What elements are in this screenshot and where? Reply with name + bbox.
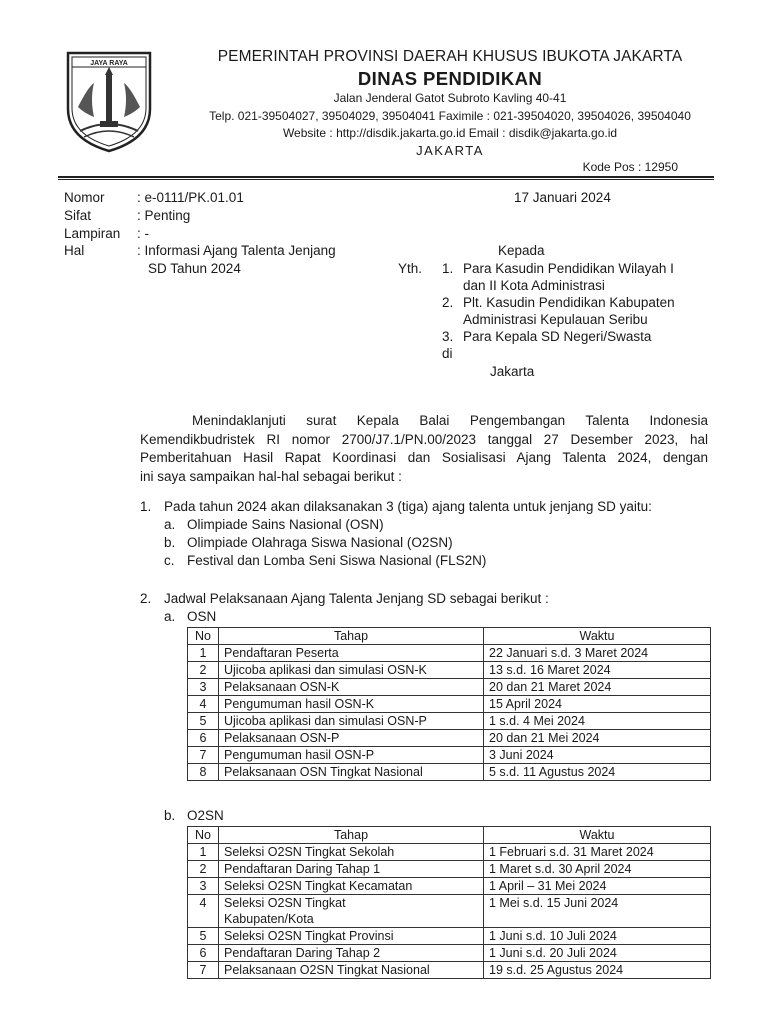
sifat-label: Sifat (64, 208, 92, 223)
letterhead-government: PEMERINTAH PROVINSI DAERAH KHUSUS IBUKOTA JAKARTA (217, 48, 683, 65)
lampiran-value: : - (137, 226, 149, 241)
table-row (188, 679, 711, 696)
cell-tahap-text: Pendaftaran Daring Tahap 2 (224, 946, 381, 960)
cell-waktu: 1 Februari s.d. 31 Maret 2024 (484, 844, 711, 861)
osn-letter: a. (164, 609, 176, 624)
intro-line-4: ini saya sampaikan hal-hal sebagai berikut : (140, 468, 402, 484)
point-1-num: 1. (140, 499, 152, 514)
cell-waktu: 1 Juni s.d. 20 Juli 2024 (484, 945, 711, 962)
table-row (188, 645, 711, 662)
cell-tahap-text: Pengumuman hasil OSN-K (224, 697, 375, 711)
cell-tahap (219, 861, 484, 878)
cell-no: 3 (188, 878, 219, 895)
cell-no: 1 (188, 844, 219, 861)
cell-tahap (219, 962, 484, 979)
nomor-label: Nomor (64, 190, 105, 205)
letterhead-divider-thin (58, 179, 714, 180)
cell-no: 7 (188, 747, 219, 764)
letterhead-address: Jalan Jenderal Gatot Subroto Kavling 40-41 (333, 91, 567, 105)
letterhead-phone: Telp. 021-39504027, 39504029, 39504041 Faximile : 021-39504020, 39504026, 39504040 (209, 109, 691, 123)
recipient-3-num: 3. (442, 329, 454, 344)
table-row (188, 713, 711, 730)
cell-no: 3 (188, 679, 219, 696)
cell-tahap (219, 713, 484, 730)
cell-tahap (219, 696, 484, 713)
cell-tahap (219, 878, 484, 895)
cell-tahap (219, 764, 484, 781)
cell-no: 5 (188, 713, 219, 730)
hal-value: : Informasi Ajang Talenta Jenjang (137, 243, 336, 258)
cell-tahap-text: Seleksi O2SN Tingkat Kecamatan (224, 879, 413, 893)
cell-tahap-text: Pelaksanaan OSN Tingkat Nasional (224, 765, 423, 779)
cell-tahap-text: Pelaksanaan OSN-K (224, 680, 340, 694)
lampiran-label: Lampiran (64, 226, 121, 241)
cell-tahap-text: Ujicoba aplikasi dan simulasi OSN-K (224, 663, 427, 677)
cell-waktu: 1 Maret s.d. 30 April 2024 (484, 861, 711, 878)
table-row (188, 730, 711, 747)
cell-waktu: 19 s.d. 25 Agustus 2024 (484, 962, 711, 979)
cell-waktu: 1 s.d. 4 Mei 2024 (484, 713, 711, 730)
cell-tahap-text: Pendaftaran Peserta (224, 646, 339, 660)
o2sn-letter: b. (164, 808, 176, 823)
cell-waktu: 20 dan 21 Maret 2024 (484, 679, 711, 696)
point-1a-text: Olimpiade Sains Nasional (OSN) (187, 517, 384, 532)
cell-waktu: 13 s.d. 16 Maret 2024 (484, 662, 711, 679)
recipient-2-line2: Administrasi Kepulauan Seribu (463, 312, 648, 327)
point-1c-letter: c. (164, 553, 175, 568)
jakarta-emblem-icon (64, 47, 154, 153)
table-row (188, 861, 711, 878)
point-1-text: Pada tahun 2024 akan dilaksanakan 3 (tiga) ajang talenta untuk jenjang SD yaitu: (164, 499, 652, 514)
cell-waktu: 15 April 2024 (484, 696, 711, 713)
cell-tahap (219, 945, 484, 962)
letterhead-web-email: Website : http://disdik.jakarta.go.id Email : disdik@jakarta.go.id (282, 126, 618, 140)
cell-tahap (219, 730, 484, 747)
cell-tahap (219, 895, 484, 928)
nomor-value: : e-0111/PK.01.01 (137, 190, 244, 205)
cell-tahap (219, 662, 484, 679)
cell-tahap (219, 747, 484, 764)
cell-tahap-text: Pelaksanaan OSN-P (224, 731, 340, 745)
cell-no: 4 (188, 696, 219, 713)
cell-tahap (219, 928, 484, 945)
recipient-1-num: 1. (442, 261, 454, 276)
o2sn-table-body (188, 844, 711, 979)
letterhead-city: JAKARTA (416, 143, 484, 158)
cell-waktu: 3 Juni 2024 (484, 747, 711, 764)
table-header-row (188, 628, 711, 645)
col-header-waktu: Waktu (484, 628, 711, 645)
cell-waktu: 1 Mei s.d. 15 Juni 2024 (484, 895, 711, 928)
recipient-di: di (442, 346, 453, 361)
letter-date: 17 Januari 2024 (514, 190, 611, 205)
letterhead-department: DINAS PENDIDIKAN (357, 68, 543, 89)
col-header-no: No (188, 827, 219, 844)
cell-tahap-text: Pendaftaran Daring Tahap 1 (224, 862, 381, 876)
point-1b-text: Olimpiade Olahraga Siswa Nasional (O2SN) (187, 535, 453, 550)
hal-value-cont: SD Tahun 2024 (148, 261, 241, 276)
letterhead-postal-code: Kode Pos : 12950 (582, 160, 678, 174)
o2sn-schedule-table (187, 826, 711, 979)
table-row (188, 945, 711, 962)
intro-line-1: Menindaklanjuti surat Kepala Balai Pengembangan Talenta Indonesia (192, 413, 708, 428)
table-header-row (188, 827, 711, 844)
point-1b-letter: b. (164, 535, 176, 550)
recipient-city: Jakarta (490, 364, 535, 379)
cell-waktu: 22 Januari s.d. 3 Maret 2024 (484, 645, 711, 662)
hal-label: Hal (64, 243, 85, 258)
cell-tahap-text: Seleksi O2SN Tingkat Sekolah (224, 845, 395, 859)
table-row (188, 928, 711, 945)
point-2-num: 2. (140, 591, 152, 606)
point-2-text: Jadwal Pelaksanaan Ajang Talenta Jenjang SD sebagai berikut : (164, 591, 549, 606)
table-row (188, 764, 711, 781)
osn-schedule-table (187, 627, 711, 781)
point-1c-text: Festival dan Lomba Seni Siswa Nasional (FLS2N) (187, 553, 487, 568)
letterhead-divider (58, 176, 714, 178)
recipient-1-line1: Para Kasudin Pendidikan Wilayah I (463, 261, 674, 276)
cell-tahap-text: Pengumuman hasil OSN-P (224, 748, 375, 762)
table-row (188, 962, 711, 979)
cell-waktu: 1 Juni s.d. 10 Juli 2024 (484, 928, 711, 945)
table-row (188, 696, 711, 713)
recipient-2-line1: Plt. Kasudin Pendidikan Kabupaten (463, 295, 675, 310)
intro-line-2: Kemendikbudristek RI nomor 2700/J7.1/PN.00/2023 tanggal 27 Desember 2023, hal (140, 431, 708, 447)
yth-label: Yth. (398, 261, 423, 276)
table-row (188, 747, 711, 764)
cell-tahap-text-cont: Kabupaten/Kota (224, 912, 314, 926)
cell-waktu: 20 dan 21 Mei 2024 (484, 730, 711, 747)
cell-tahap-text: Ujicoba aplikasi dan simulasi OSN-P (224, 714, 427, 728)
cell-waktu: 5 s.d. 11 Agustus 2024 (484, 764, 711, 781)
cell-tahap-text: Seleksi O2SN Tingkat (224, 896, 346, 910)
cell-no: 2 (188, 861, 219, 878)
osn-table-body (188, 645, 711, 781)
col-header-waktu: Waktu (484, 827, 711, 844)
table-row (188, 844, 711, 861)
osn-title: OSN (187, 609, 217, 624)
cell-no: 8 (188, 764, 219, 781)
cell-tahap (219, 645, 484, 662)
cell-no: 5 (188, 928, 219, 945)
cell-tahap-text: Pelaksanaan O2SN Tingkat Nasional (224, 963, 430, 977)
emblem-text: JAYA RAYA (90, 60, 128, 67)
table-row (188, 895, 711, 928)
col-header-tahap: Tahap (219, 827, 484, 844)
recipient-1-line2: dan II Kota Administrasi (463, 278, 605, 293)
intro-line-3: Pemberitahuan Hasil Rapat Koordinasi dan Sosialisasi Ajang Talenta 2024, dengan (140, 450, 708, 465)
kepada-label: Kepada (498, 243, 545, 258)
cell-no: 6 (188, 730, 219, 747)
recipient-2-num: 2. (442, 295, 454, 310)
recipient-3-line1: Para Kepala SD Negeri/Swasta (463, 329, 652, 344)
cell-no: 2 (188, 662, 219, 679)
intro-paragraph (140, 412, 708, 486)
point-1a-letter: a. (164, 517, 176, 532)
cell-no: 1 (188, 645, 219, 662)
cell-tahap (219, 679, 484, 696)
o2sn-title: O2SN (187, 808, 224, 823)
cell-tahap-text: Seleksi O2SN Tingkat Provinsi (224, 929, 394, 943)
sifat-value: : Penting (137, 208, 191, 223)
cell-no: 4 (188, 895, 219, 928)
cell-waktu: 1 April – 31 Mei 2024 (484, 878, 711, 895)
table-row (188, 662, 711, 679)
col-header-no: No (188, 628, 219, 645)
cell-no: 6 (188, 945, 219, 962)
cell-no: 7 (188, 962, 219, 979)
cell-tahap (219, 844, 484, 861)
table-row (188, 878, 711, 895)
col-header-tahap: Tahap (219, 628, 484, 645)
